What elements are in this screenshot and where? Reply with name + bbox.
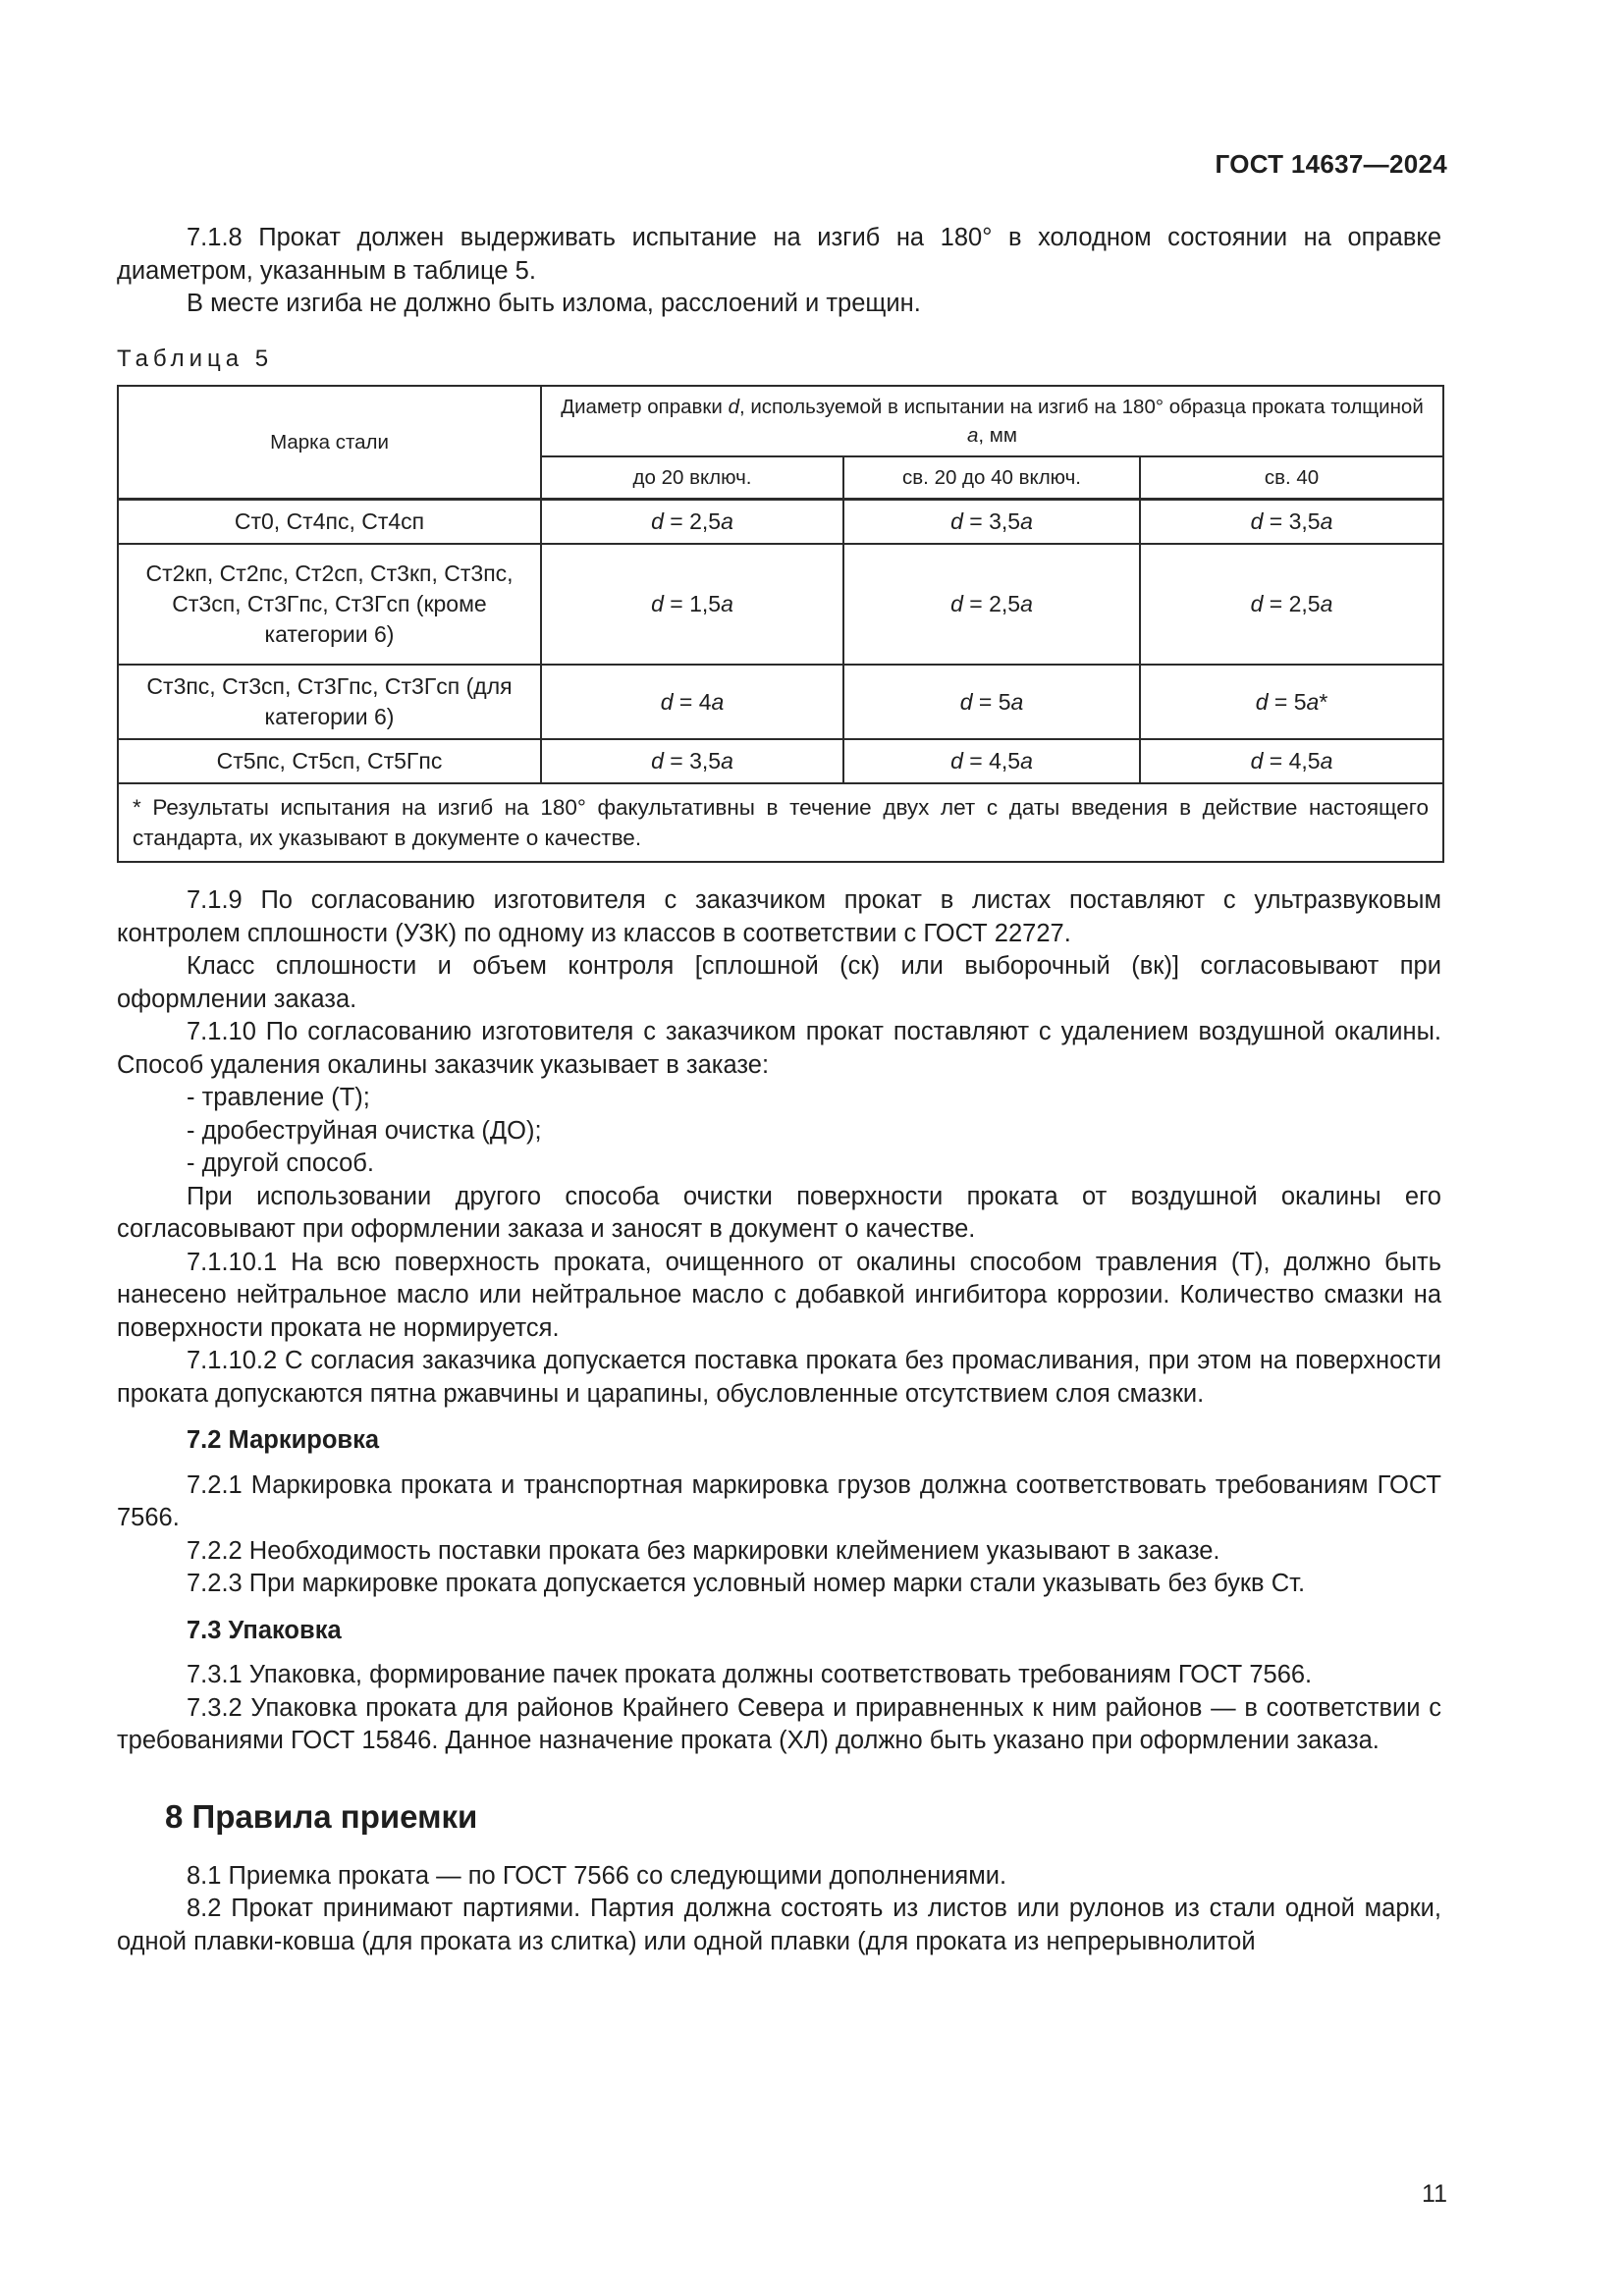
- value-cell: d = 3,5a: [1140, 500, 1443, 545]
- clause-8-1: 8.1 Приемка проката — по ГОСТ 7566 со следующими дополнениями.: [187, 1861, 1007, 1890]
- clause-7-1-9: 7.1.9 По согласованию изготовителя с заказчиком прокат в листах поставляют с ультразвуковым контролем сплошности (УЗК) по одному из классов в соответствии с ГОСТ 22727.: [117, 886, 1441, 947]
- table-caption: Таблица 5: [117, 345, 274, 372]
- header-steel-grade: Марка стали: [118, 386, 541, 500]
- document-header-id: ГОСТ 14637—2024: [1215, 149, 1447, 179]
- table-row: [118, 544, 1443, 665]
- list-item: - травление (Т);: [187, 1084, 370, 1111]
- value-cell: d = 2,5a: [541, 500, 843, 545]
- table-row: [118, 665, 1443, 739]
- clause-7-3-2: 7.3.2 Упаковка проката для районов Крайнего Севера и приравненных к ним районов — в соответствии с требованиями ГОСТ 15846. Данное назначение проката (ХЛ) должно быть указано при оформлении заказа.: [117, 1693, 1441, 1754]
- value-cell: d = 4,5a: [1140, 739, 1443, 783]
- value-cell: d = 3,5a: [843, 500, 1140, 545]
- steel-grade-cell: Ст0, Ст4пс, Ст4сп: [118, 500, 541, 545]
- clause-8-2: 8.2 Прокат принимают партиями. Партия должна состоять из листов или рулонов из стали одной марки, одной плавки-ковша (для проката из слитка) или одной плавки (для проката из непрерывнолитой: [117, 1895, 1441, 1955]
- table-5: [117, 385, 1444, 863]
- list-item: - дробеструйная очистка (ДО);: [187, 1116, 542, 1145]
- steel-grade-cell: Ст3пс, Ст3сп, Ст3Гпс, Ст3Гсп (для категории 6): [118, 665, 541, 739]
- clause-7-1-10-other: При использовании другого способа очистки поверхности проката от воздушной окалины его согласовывают при оформлении заказа и заносят в документ о качестве.: [117, 1182, 1441, 1243]
- clause-7-3-1: 7.3.1 Упаковка, формирование пачек проката должны соответствовать требованиям ГОСТ 7566.: [187, 1661, 1313, 1688]
- section-heading-8: 8 Правила приемки: [165, 1797, 478, 1835]
- table-row: [118, 739, 1443, 783]
- value-cell: d = 3,5a: [541, 739, 843, 783]
- section-heading-7-2: 7.2 Маркировка: [187, 1426, 380, 1454]
- header-thickness-1: до 20 включ.: [541, 456, 843, 500]
- clause-7-1-9-class: Класс сплошности и объем контроля [сплошной (ск) или выборочный (вк)] согласовывают при оформлении заказа.: [117, 952, 1441, 1013]
- steel-grade-cell: Ст2кп, Ст2пс, Ст2сп, Ст3кп, Ст3пс, Ст3сп, Ст3Гпс, Ст3Гсп (кроме категории 6): [118, 544, 541, 665]
- clause-7-1-8: 7.1.8 Прокат должен выдерживать испытание на изгиб на 180° в холодном состоянии на оправке диаметром, указанным в таблице 5.: [117, 224, 1441, 285]
- section-heading-7-3: 7.3 Упаковка: [187, 1616, 342, 1644]
- table-footnote: * Результаты испытания на изгиб на 180° факультативны в течение двух лет с даты введения в действие настоящего стандарта, их указывают в документе о качестве.: [118, 783, 1443, 862]
- clause-7-1-8-note: В месте изгиба не должно быть излома, расслоений и трещин.: [187, 290, 921, 317]
- header-thickness-2: св. 20 до 40 включ.: [843, 456, 1140, 500]
- page-content: [117, 222, 1441, 1958]
- clause-7-2-1: 7.2.1 Маркировка проката и транспортная маркировка грузов должна соответствовать требованиям ГОСТ 7566.: [117, 1470, 1441, 1531]
- value-cell: d = 4a: [541, 665, 843, 739]
- page-number: 11: [1422, 2180, 1447, 2208]
- value-cell: d = 5a*: [1140, 665, 1443, 739]
- value-cell: d = 4,5a: [843, 739, 1140, 783]
- steel-grade-cell: Ст5пс, Ст5сп, Ст5Гпс: [118, 739, 541, 783]
- table-row: [118, 500, 1443, 545]
- clause-7-2-2: 7.2.2 Необходимость поставки проката без маркировки клеймением указывают в заказе.: [187, 1536, 1220, 1565]
- value-cell: d = 2,5a: [1140, 544, 1443, 665]
- value-cell: d = 2,5a: [843, 544, 1140, 665]
- clause-7-1-10: 7.1.10 По согласованию изготовителя с заказчиком прокат поставляют с удалением воздушной окалины. Способ удаления окалины заказчик указывает в заказе:: [117, 1018, 1441, 1079]
- header-mandrel-diameter: Диаметр оправки d, используемой в испытании на изгиб на 180° образца проката толщиной a, мм: [541, 386, 1443, 456]
- value-cell: d = 5a: [843, 665, 1140, 739]
- clause-7-1-10-1: 7.1.10.1 На всю поверхность проката, очищенного от окалины способом травления (Т), должно быть нанесено нейтральное масло или нейтральное масло с добавкой ингибитора коррозии. Количество смазки на поверхности проката не нормируется.: [117, 1248, 1441, 1342]
- value-cell: d = 1,5a: [541, 544, 843, 665]
- clause-7-2-3: 7.2.3 При маркировке проката допускается условный номер марки стали указывать без букв Ст.: [187, 1570, 1306, 1597]
- header-thickness-3: св. 40: [1140, 456, 1443, 500]
- clause-7-1-10-2: 7.1.10.2 С согласия заказчика допускается поставка проката без промасливания, при этом на поверхности проката допускаются пятна ржавчины и царапины, обусловленные отсутствием слоя смазки.: [117, 1347, 1441, 1408]
- list-item: - другой способ.: [187, 1149, 375, 1177]
